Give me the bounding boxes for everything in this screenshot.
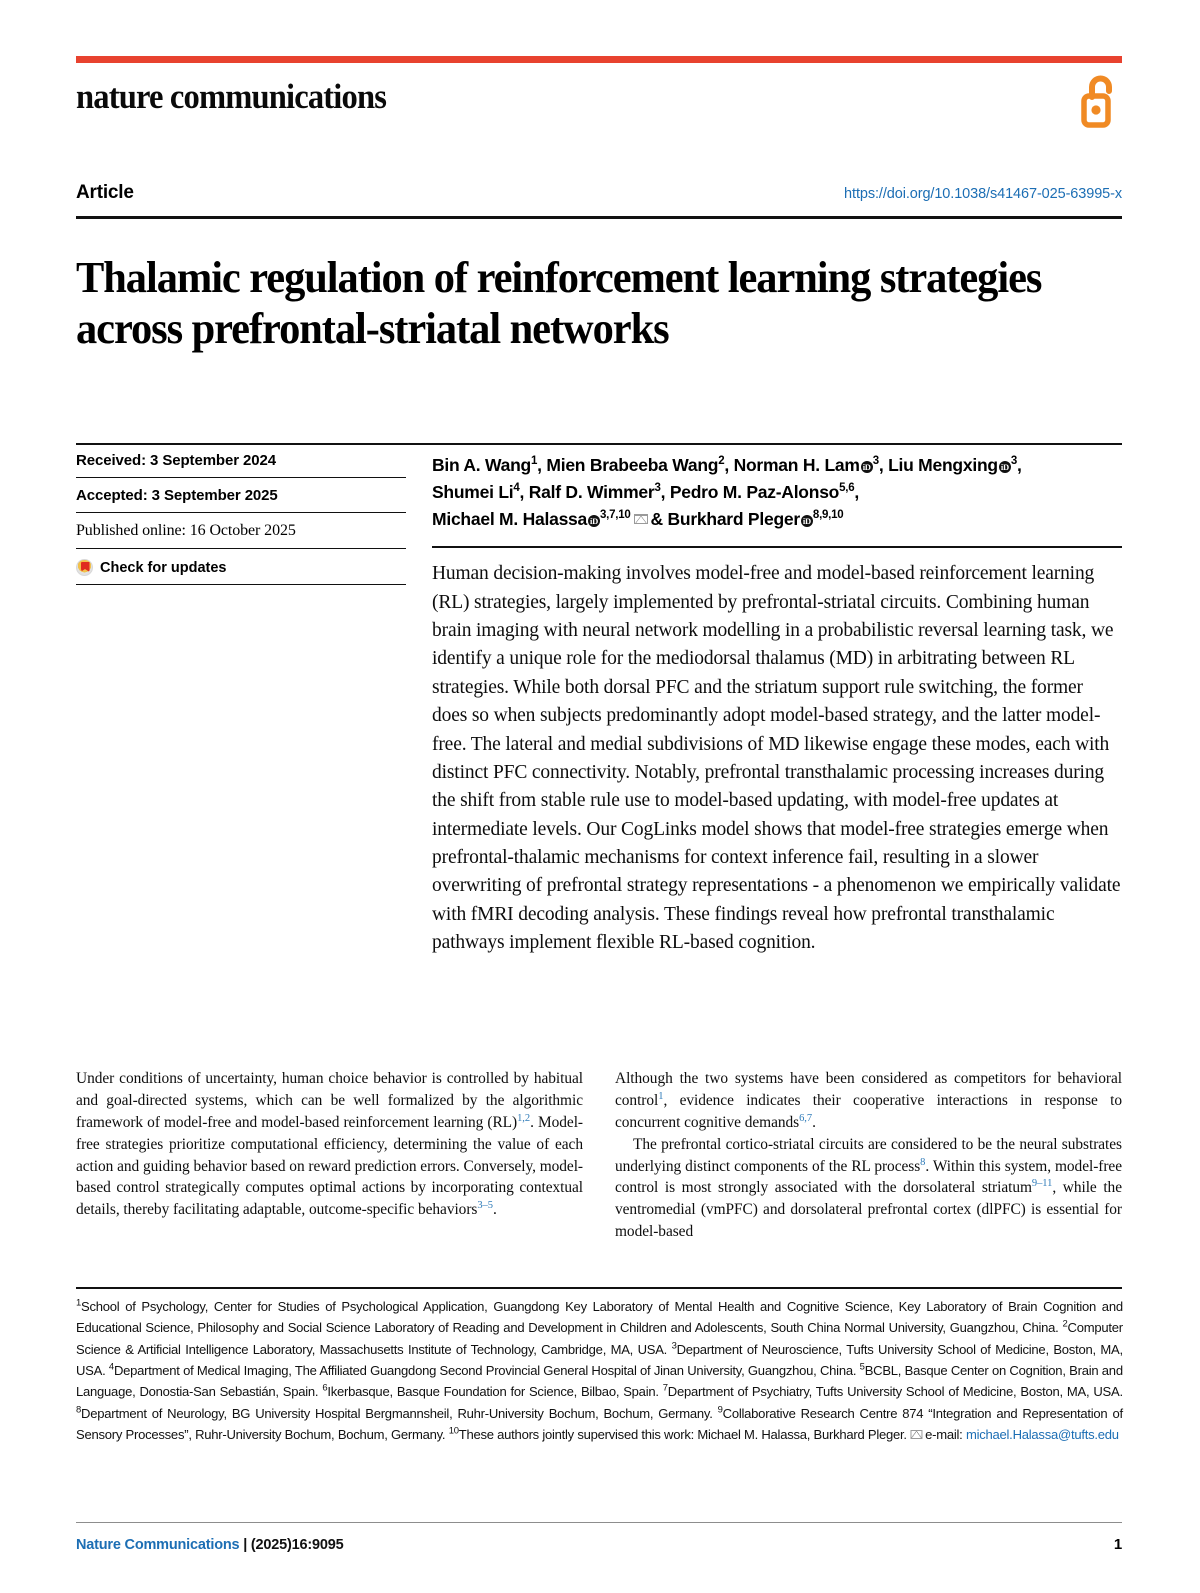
- affil-index: 10: [448, 1425, 459, 1437]
- author-affil-sup: 3: [654, 482, 661, 495]
- received-date: Received: 3 September 2024: [76, 443, 406, 478]
- title-divider: [76, 216, 1122, 219]
- author-separator: ,: [1017, 455, 1022, 475]
- body-text: Under conditions of uncertainty, human choice behavior is controlled by habitual and goal-directed systems, which can be well formalized by the algorithmic framework of model-free and model-based reinforcement learning (RL): [76, 1070, 583, 1131]
- authors-abstract-column: [432, 443, 1122, 957]
- affil-index: 7: [662, 1382, 668, 1394]
- author-name: , Norman H. Lam: [724, 455, 860, 475]
- affil-text: Department of Psychiatry, Tufts University School of Medicine, Boston, MA, USA.: [667, 1384, 1123, 1400]
- masthead: [76, 56, 1122, 134]
- citation-ref[interactable]: 1: [658, 1090, 664, 1102]
- affil-text: Department of Neuroscience, Tufts University School of Medicine, Boston, MA, USA.: [76, 1341, 1123, 1378]
- paragraph: [615, 1134, 1122, 1243]
- author-list: [432, 443, 1122, 533]
- author-name: , Mien Brabeeba Wang: [537, 455, 719, 475]
- affil-index: 2: [1062, 1318, 1068, 1330]
- affil-index: 3: [671, 1340, 677, 1352]
- author-affil-sup: 5,6: [839, 482, 855, 495]
- affil-index: 4: [108, 1361, 114, 1373]
- body-column-left: [76, 1068, 583, 1243]
- citation-ref[interactable]: 6,7: [799, 1112, 813, 1124]
- author-name: Shumei Li: [432, 482, 514, 503]
- abstract-divider: [432, 546, 1122, 548]
- affil-text: BCBL, Basque Center on Cognition, Brain and Language, Donostia-San Sebastián, Spain.: [76, 1362, 1123, 1400]
- citation-ref[interactable]: 8: [920, 1156, 926, 1168]
- publication-meta-sidebar: [76, 443, 406, 585]
- body-text: Although the two systems have been considered as competitors for behavioral control: [615, 1070, 1122, 1109]
- envelope-icon: [910, 1430, 922, 1439]
- paragraph: [76, 1068, 583, 1221]
- author-affil-sup: 3,7,10: [600, 509, 631, 522]
- author-name: Michael M. Halassa: [432, 509, 588, 530]
- body-text: The prefrontal cortico-striatal circuits are considered to be the neural substrates underlying distinct components of the RL process: [615, 1135, 1122, 1175]
- envelope-icon[interactable]: [634, 514, 648, 524]
- affil-index: 5: [859, 1361, 865, 1373]
- affiliations-divider: [76, 1287, 1122, 1289]
- footer-journal-name[interactable]: Nature Communications: [76, 1537, 240, 1553]
- affil-index: 8: [76, 1404, 82, 1416]
- affil-text: Collaborative Research Centre 874 “Integration and Representation of Sensory Processes”, Ruhr-University Bochum, Bochum, Germany.: [76, 1405, 1123, 1442]
- citation-ref[interactable]: 3–5: [477, 1200, 493, 1212]
- abstract-text: Human decision-making involves model-free and model-based reinforcement learning (RL) strategies, largely implemented by prefrontal-striatal circuits. Combining human brain imaging with neural network modelling in a probabilistic reversal learning task, we identify a unique role for the mediodorsal thalamus (MD) in arbitrating between RL strategies. While both dorsal PFC and the striatum support rule switching, the former does so when subjects predominantly adopt model-based strategy, and the latter model-free. The lateral and medial subdivisions of MD likewise engage these modes, each with distinct PFC connectivity. Notably, prefrontal transthalamic processing increases during the shift from stable rule use to model-based updating, with model-free updates at intermediate levels. Our CogLinks model shows that model-free strategies emerge when prefrontal-thalamic mechanisms for context inference fail, resulting in a slower overwriting of prefrontal strategy representations - a phenomenon we empirically validate with fMRI decoding analysis. These findings reveal how prefrontal transthalamic pathways implement flexible RL-based cognition.: [432, 563, 1121, 954]
- open-access-lock-icon: [1080, 73, 1120, 134]
- affil-text: Computer Science & Artificial Intelligence Laboratory, Massachusetts Institute of Technology, Cambridge, MA, USA.: [76, 1320, 1123, 1357]
- body-text: , evidence indicates their cooperative interactions in response to concurrent cognitive demands: [615, 1091, 1122, 1131]
- check-for-updates-button[interactable]: [76, 549, 406, 585]
- author-affil-sup: 3: [1010, 455, 1017, 468]
- affil-text: Department of Neurology, BG University Hospital Bergmannsheil, Ruhr-University Bochum, Bochum, Germany.: [81, 1405, 718, 1421]
- orcid-icon[interactable]: iD: [802, 516, 811, 527]
- doi-link[interactable]: https://doi.org/10.1038/s41467-025-63995-x: [844, 186, 1122, 202]
- citation-ref[interactable]: 1,2: [517, 1112, 531, 1124]
- article-header-row: [76, 182, 1122, 204]
- author-affil-sup: 1: [531, 455, 538, 468]
- affil-index: 6: [322, 1382, 328, 1394]
- affil-text: School of Psychology, Center for Studies of Psychological Application, Guangdong Key Laboratory of Mental Health and Cognitive Science, Key Laboratory of Brain Cognition and Educational Science, Philosophy and Social Science Laboratory of Reading and Development in Children and Adolescents, South China Normal University, Guangzhou, China.: [76, 1299, 1123, 1336]
- author-name: , Ralf D. Wimmer: [519, 482, 655, 503]
- check-for-updates-label: Check for updates: [100, 559, 227, 576]
- affiliations-block: [76, 1296, 1123, 1445]
- email-label: e-mail:: [925, 1426, 966, 1442]
- author-affil-sup: 4: [513, 482, 520, 495]
- body-text: , while the ventromedial (vmPFC) and dorsolateral prefrontal cortex (dlPFC) is essential for model-based: [615, 1179, 1122, 1241]
- affil-text: These authors jointly supervised this work: Michael M. Halassa, Burkhard Pleger.: [458, 1426, 911, 1442]
- affil-text: Ikerbasque, Basque Foundation for Science, Bilbao, Spain.: [327, 1384, 663, 1400]
- page-number: 1: [1113, 1536, 1122, 1553]
- footer-citation: [76, 1537, 343, 1553]
- paragraph: [615, 1068, 1122, 1134]
- corresponding-email-link[interactable]: michael.Halassa@tufts.edu: [965, 1426, 1119, 1442]
- check-for-updates-icon: [76, 559, 93, 576]
- author-name: Bin A. Wang: [432, 455, 531, 475]
- body-text: .: [812, 1113, 816, 1131]
- orcid-icon[interactable]: iD: [862, 462, 871, 472]
- author-name: , Liu Mengxing: [878, 455, 998, 475]
- masthead-red-rule: [76, 56, 1122, 63]
- citation-ref[interactable]: 9–11: [1031, 1178, 1053, 1190]
- journal-logo-text: nature communications: [76, 77, 387, 116]
- author-name: , Pedro M. Paz-Alonso: [660, 482, 840, 503]
- footer-volume-article: | (2025)16:9095: [243, 1537, 344, 1553]
- page-footer: [76, 1536, 1122, 1553]
- author-separator: ,: [854, 482, 859, 503]
- author-affil-sup: 2: [718, 455, 725, 468]
- introduction-body: [76, 1068, 1122, 1243]
- footer-divider: [76, 1522, 1122, 1523]
- affil-index: 9: [717, 1404, 723, 1416]
- orcid-icon[interactable]: iD: [1000, 462, 1009, 472]
- body-column-right: [615, 1068, 1122, 1243]
- body-text: . Within this system, model-free control is most strongly associated with the dorsolateral striatum: [615, 1157, 1122, 1197]
- orcid-icon[interactable]: iD: [590, 516, 599, 527]
- article-type-label: Article: [76, 182, 134, 203]
- body-text: .: [492, 1201, 497, 1219]
- body-text: . Model-free strategies prioritize computational efficiency, determining the value of each action and guiding behavior based on reward prediction errors. Conversely, model-based control strategically computes optimal actions by incorporating contextual details, thereby facilitating adaptable, outcome-specific behaviors: [76, 1113, 584, 1219]
- author-name: & Burkhard Pleger: [650, 509, 800, 530]
- published-date: Published online: 16 October 2025: [76, 513, 406, 549]
- author-affil-sup: 8,9,10: [812, 509, 844, 522]
- affil-text: Department of Medical Imaging, The Affiliated Guangdong Second Provincial General Hospital of Jinan University, Guangzhou, China.: [113, 1362, 860, 1378]
- accepted-date: Accepted: 3 September 2025: [76, 478, 406, 513]
- author-affil-sup: 3: [872, 455, 879, 468]
- affil-index: 1: [76, 1297, 82, 1309]
- page-title: Thalamic regulation of reinforcement learning strategies across prefrontal-striatal networks: [76, 253, 1042, 353]
